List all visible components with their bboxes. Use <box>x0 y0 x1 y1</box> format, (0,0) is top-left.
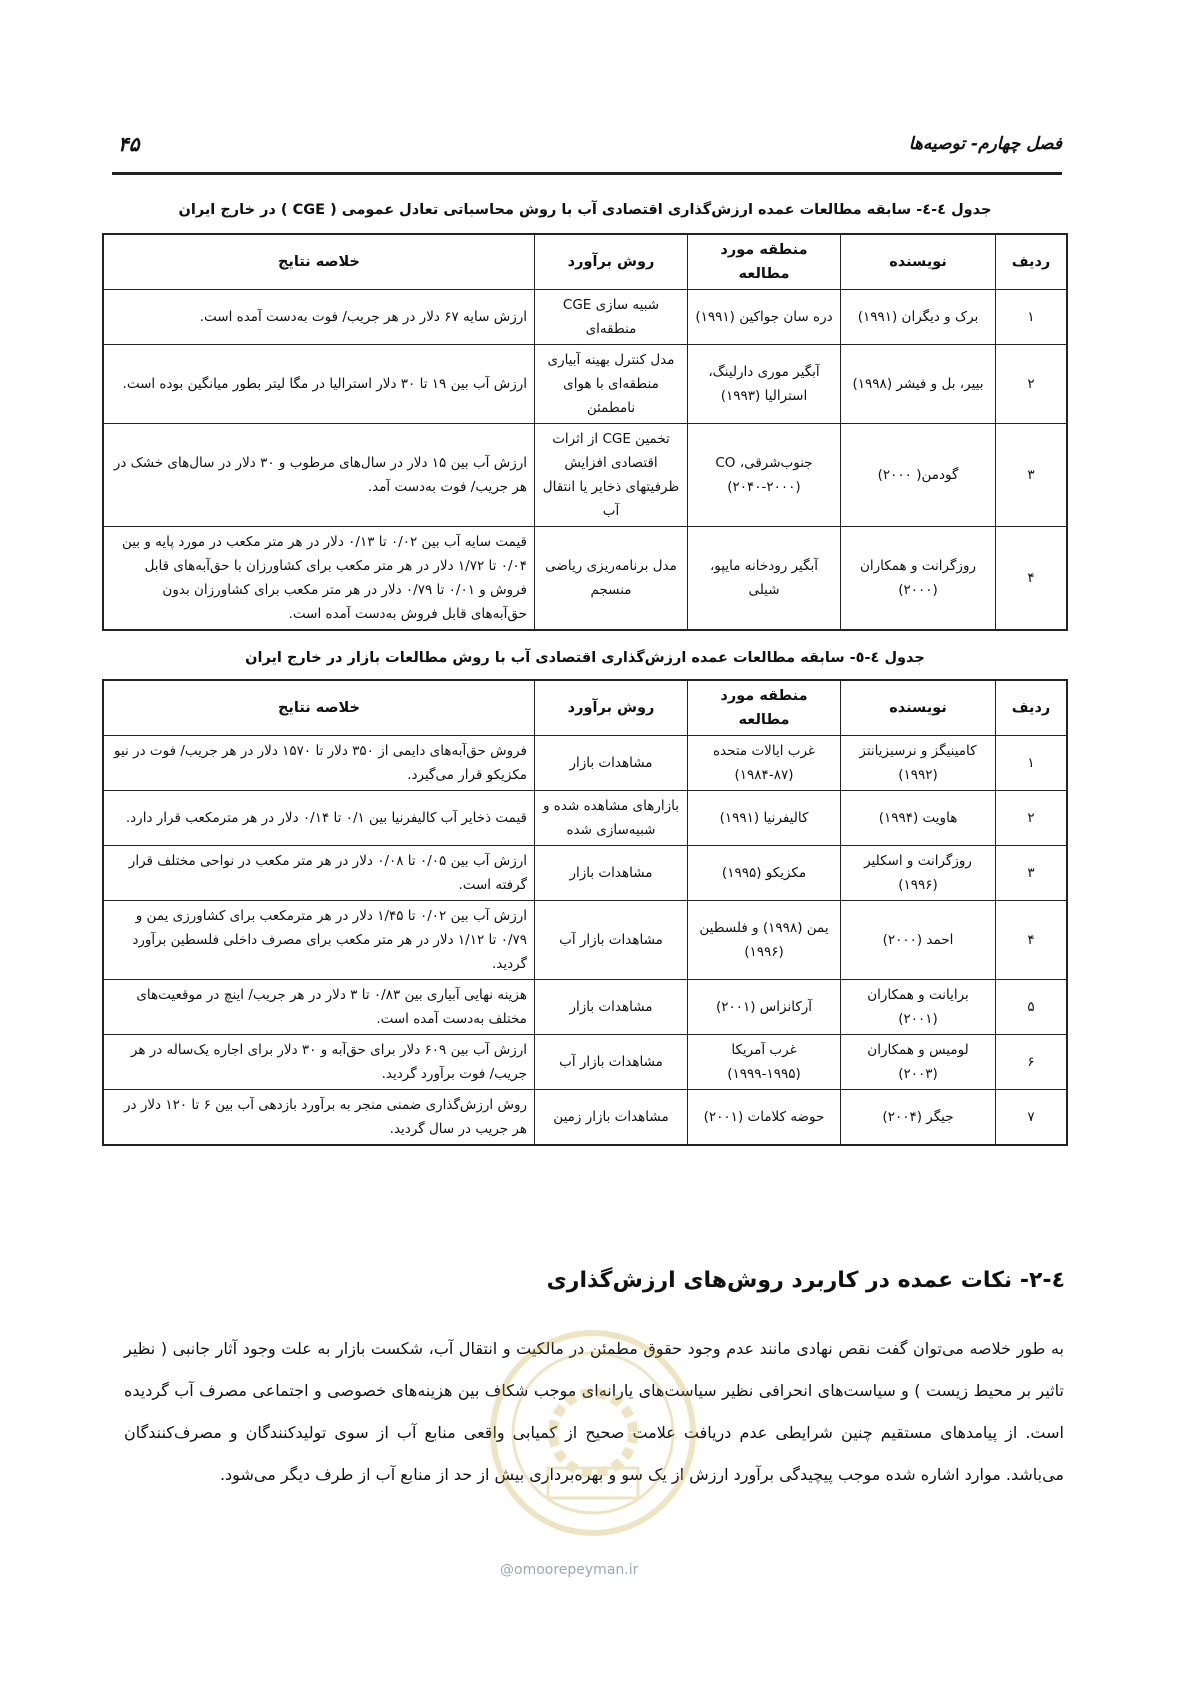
cell-results: فروش حق‌آبه‌های دایمی از ۳۵۰ دلار تا ۱۵۷۰ دلار در هر جریب/ فوت در نیو مکزیکو قرار می‌گیرد. <box>103 736 535 791</box>
header-method: روش برآورد <box>535 680 688 736</box>
table-row <box>103 980 1067 1035</box>
table-row <box>103 424 1067 527</box>
header-method: روش برآورد <box>535 234 688 290</box>
table-row <box>103 791 1067 846</box>
table1 <box>102 233 1068 631</box>
cell-method: مشاهدات بازار آب <box>535 1035 688 1090</box>
cell-author: روزگرانت و اسکلیر (۱۹۹۶) <box>841 846 996 901</box>
cell-method: مشاهدات بازار <box>535 846 688 901</box>
header-region: منطقه مورد مطالعه <box>688 234 841 290</box>
cell-method: مشاهدات بازار <box>535 736 688 791</box>
cell-row-number: ۳ <box>996 424 1068 527</box>
cell-results: قیمت ذخایر آب کالیفرنیا بین ۰/۱ تا ۰/۱۴ دلار در هر مترمکعب قرار دارد. <box>103 791 535 846</box>
header-row-number: ردیف <box>996 680 1068 736</box>
cell-method: تخمین CGE از اثرات اقتصادی افزایش ظرفیتهای ذخایر یا انتقال آب <box>535 424 688 527</box>
table-row <box>103 290 1067 345</box>
cell-row-number: ۵ <box>996 980 1068 1035</box>
table2-body <box>103 736 1067 1146</box>
cell-author: برایانت و همکاران (۲۰۰۱) <box>841 980 996 1035</box>
cell-author: جیگر (۲۰۰۴) <box>841 1090 996 1146</box>
cell-row-number: ۴ <box>996 901 1068 980</box>
table-row <box>103 527 1067 631</box>
cell-method: مدل برنامه‌ریزی ریاضی منسجم <box>535 527 688 631</box>
table-row <box>103 1090 1067 1146</box>
cell-results: هزینه نهایی آبیاری بین ۰/۸۳ تا ۳ دلار در هر جریب/ اینچ در موقعیت‌های مختلف به‌دست آمده است. <box>103 980 535 1035</box>
table-row <box>103 846 1067 901</box>
cell-author: هاویت (۱۹۹۴) <box>841 791 996 846</box>
watermark-seal-icon <box>478 1318 708 1548</box>
cell-region: غرب ایالات متحده (۸۷-۱۹۸۴) <box>688 736 841 791</box>
cell-author: گودمن( ۲۰۰۰) <box>841 424 996 527</box>
cell-author: کامینیگز و نرسیزیانتز (۱۹۹۲) <box>841 736 996 791</box>
table1-body <box>103 290 1067 631</box>
cell-region: آرکانزاس (۲۰۰۱) <box>688 980 841 1035</box>
cell-row-number: ۱ <box>996 736 1068 791</box>
cell-method: مشاهدات بازار آب <box>535 901 688 980</box>
chapter-title: فصل چهارم- توصیه‌ها <box>908 134 1062 154</box>
table1-caption: جدول ٤-٤- سابقه مطالعات عمده ارزش‌گذاری اقتصادی آب با روش محاسباتی تعادل عمومی ( CGE ) در خارج ایران <box>178 202 992 218</box>
header-row-number: ردیف <box>996 234 1068 290</box>
header-results: خلاصه نتایج <box>103 234 535 290</box>
section-heading: ٤-٢- نکات عمده در کاربرد روش‌های ارزش‌گذاری <box>546 1268 1065 1293</box>
cell-method: مدل کنترل بهینه آبیاری منطقه‌ای با هوای نامطمئن <box>535 345 688 424</box>
cell-region: جنوب‌شرقی، CO (۲۰۴۰-۲۰۰۰) <box>688 424 841 527</box>
page-header <box>112 130 1062 175</box>
cell-row-number: ۴ <box>996 527 1068 631</box>
cell-method: بازارهای مشاهده شده و شبیه‌سازی شده <box>535 791 688 846</box>
cell-author: بییر، بل و فیشر (۱۹۹۸) <box>841 345 996 424</box>
cell-results: ارزش آب بین ۰/۰۲ تا ۱/۴۵ دلار در هر مترمکعب برای کشاورزی یمن و ۰/۷۹ تا ۱/۱۲ دلار در هر متر مکعب برای مصرف داخلی فلسطین برآورد گردید. <box>103 901 535 980</box>
cell-region: یمن (۱۹۹۸) و فلسطین (۱۹۹۶) <box>688 901 841 980</box>
cell-region: حوضه کلامات (۲۰۰۱) <box>688 1090 841 1146</box>
cell-author: روزگرانت و همکاران (۲۰۰۰) <box>841 527 996 631</box>
table2 <box>102 679 1068 1146</box>
table-header-row <box>103 680 1067 736</box>
cell-region: دره سان جواکین (۱۹۹۱) <box>688 290 841 345</box>
cell-results: قیمت سایه آب بین ۰/۰۲ تا ۰/۱۳ دلار در هر متر مکعب در مورد پایه و بین ۰/۰۴ تا ۱/۷۲ دلار در هر متر مکعب برای کشاورزان با حق‌آبه‌های قابل فروش و ۰/۰۱ تا ۰/۷۹ دلار در هر متر مکعب برای کشاورزان بدون حق‌آبه‌های قابل فروش به‌دست آمده است. <box>103 527 535 631</box>
cell-region: آبگیر رودخانه مایپو، شیلی <box>688 527 841 631</box>
cell-region: کالیفرنیا (۱۹۹۱) <box>688 791 841 846</box>
page-number: ۴۵ <box>118 132 140 156</box>
watermark-url: @omoorepeyman.ir <box>500 1562 639 1578</box>
cell-method: مشاهدات بازار زمین <box>535 1090 688 1146</box>
header-results: خلاصه نتایج <box>103 680 535 736</box>
table-row <box>103 901 1067 980</box>
cell-row-number: ۶ <box>996 1035 1068 1090</box>
cell-results: ارزش آب بین ۶۰۹ دلار برای حق‌آبه و ۳۰ دلار برای اجاره یک‌ساله در هر جریب/ فوت برآورد گردید. <box>103 1035 535 1090</box>
table-header-row <box>103 234 1067 290</box>
cell-results: روش ارزش‌گذاری ضمنی منجر به برآورد بازدهی آب بین ۶ تا ۱۲۰ دلار در هر جریب در سال گردید. <box>103 1090 535 1146</box>
cell-region: مکزیکو (۱۹۹۵) <box>688 846 841 901</box>
header-author: نویسنده <box>841 680 996 736</box>
cell-author: لومیس و همکاران (۲۰۰۳) <box>841 1035 996 1090</box>
cell-row-number: ۷ <box>996 1090 1068 1146</box>
cell-author: برک و دیگران (۱۹۹۱) <box>841 290 996 345</box>
cell-row-number: ۱ <box>996 290 1068 345</box>
cell-region: آبگیر موری دارلینگ، استرالیا (۱۹۹۳) <box>688 345 841 424</box>
cell-region: غرب آمریکا (۱۹۹۵-۱۹۹۹) <box>688 1035 841 1090</box>
cell-results: ارزش آب بین ۰/۰۵ تا ۰/۰۸ دلار در هر متر مکعب در نواحی مختلف قرار گرفته است. <box>103 846 535 901</box>
cell-row-number: ۳ <box>996 846 1068 901</box>
cell-row-number: ۲ <box>996 791 1068 846</box>
table-row <box>103 736 1067 791</box>
cell-author: احمد (۲۰۰۰) <box>841 901 996 980</box>
table2-caption: جدول ٤-٥- سابقه مطالعات عمده ارزش‌گذاری اقتصادی آب با روش مطالعات بازار در خارج ایران <box>245 650 925 666</box>
body-paragraph: به طور خلاصه می‌توان گفت نقص نهادی مانند عدم وجود حقوق مطمئن در مالکیت و انتقال آب، شکست بازار به علت وجود آثار جانبی ( نظیر تاثیر بر محیط زیست ) و سیاست‌های انحرافی نظیر سیاست‌های یارانه‌ای موجب شکاف بین هزینه‌های خصوصی و اجتماعی مصرف آب گردیده است. از پیامدهای مستقیم چنین شرایطی عدم دریافت علامت صحیح از کمیابی واقعی منابع آب از سوی تولیدکنندگان و مصرف‌کنندگان می‌باشد. موارد اشاره شده موجب پیچیدگی برآورد ارزش از یک سو و بهره‌برداری بیش از حد از منابع آب از طرف دیگر می‌شود. <box>124 1339 1064 1484</box>
cell-results: ارزش آب بین ۱۵ دلار در سال‌های مرطوب و ۳۰ دلار در سال‌های خشک در هر جریب/ فوت به‌دست آمد. <box>103 424 535 527</box>
cell-method: مشاهدات بازار <box>535 980 688 1035</box>
cell-results: ارزش سایه ۶۷ دلار در هر جریب/ فوت به‌دست آمده است. <box>103 290 535 345</box>
cell-results: ارزش آب بین ۱۹ تا ۳۰ دلار استرالیا در مگا لیتر بطور میانگین بوده است. <box>103 345 535 424</box>
header-region: منطقه مورد مطالعه <box>688 680 841 736</box>
table-row <box>103 345 1067 424</box>
table-row <box>103 1035 1067 1090</box>
cell-method: شبیه سازی CGE منطقه‌ای <box>535 290 688 345</box>
cell-row-number: ۲ <box>996 345 1068 424</box>
header-author: نویسنده <box>841 234 996 290</box>
